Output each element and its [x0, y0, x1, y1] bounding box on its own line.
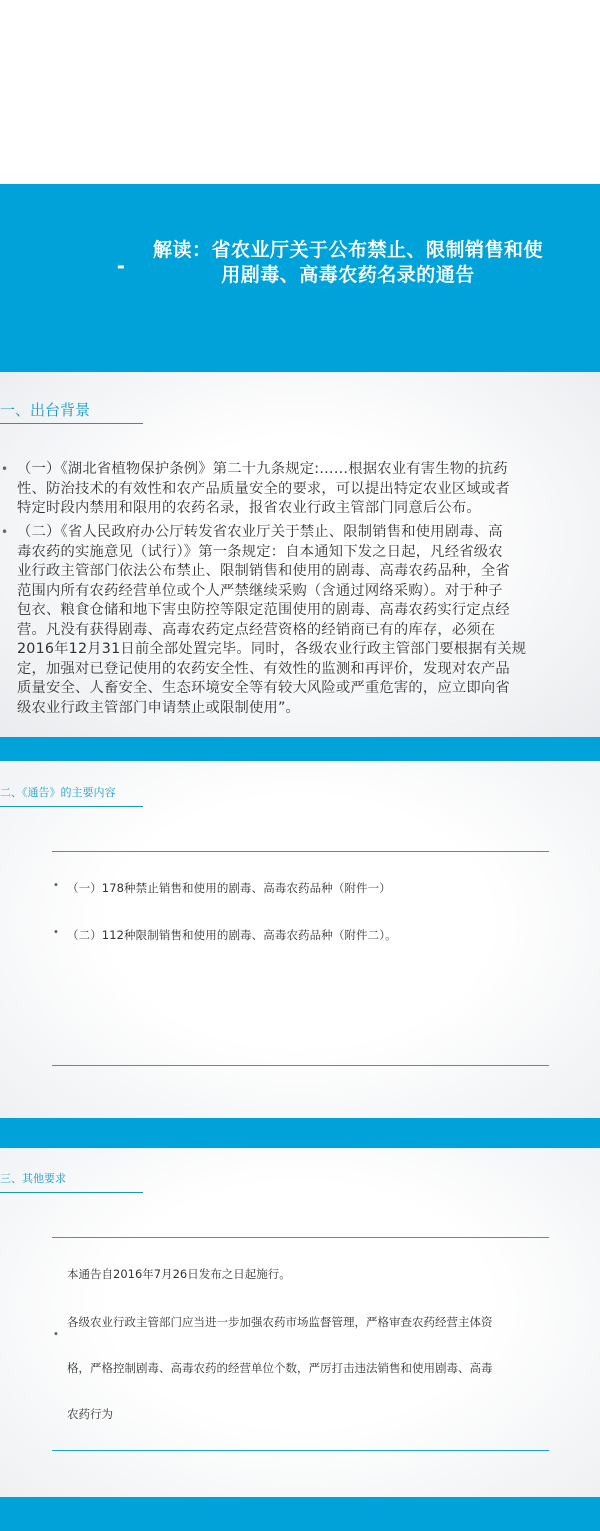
small-marker-icon: ▬ [117, 262, 125, 271]
slide-title: 解读：省农业厅关于公布禁止、限制销售和使 用剧毒、高毒农药名录的通告 [152, 239, 543, 286]
divider-line [52, 1065, 549, 1066]
heading-underline [0, 423, 143, 424]
divider-bar [0, 737, 600, 761]
list-item: • （一）《湖北省植物保护条例》第二十九条规定:……根据农业有害生物的抗药 性、防治技术的有效性和农产品质量安全的要求，可以提出特定农业区域或者 特定时段内禁用和限用的农药名录，报省农业行政主管部门同意后公布。 [0, 460, 600, 519]
section-other-requirements [0, 1148, 600, 1497]
divider-bar [0, 1497, 600, 1531]
divider-line [52, 1450, 549, 1451]
list-item: • （一）178种禁止销售和使用的剧毒、高毒农药品种（附件一） [53, 880, 391, 896]
list-item: • （二）《省人民政府办公厅转发省农业厅关于禁止、限制销售和使用剧毒、高 毒农药的实施意见（试行）》第一条规定：自本通知下发之日起，凡经省级农 业行政主管部门依法公布禁止、限制销售和使用的剧毒、高毒农药品种，全省 范围内所有农药经营单位或个人严禁继续采购（含通过网络采购）。对于种子 包衣、粮食仓储和地下害虫防控等限定范围使用的剧毒、高毒农药实行定点经 营。凡没有获得剧毒、高毒农药定点经营资格的经销商已有的库存，必须在 2016年12月31日前全部处置完毕。同时，各级农业行政主管部门要根据有关规 定，加强对已登记使用的农药安全性、有效性的监测和再评价，发现对农产品 质量安全、人畜安全、生态环境安全等有较大风险或严重危害的，应立即向省 级农业行政主管部门申请禁止或限制使用”。 [0, 523, 600, 718]
heading-underline [0, 1192, 143, 1193]
section-heading: 二、《通告》的主要内容 [0, 786, 116, 799]
list-item [53, 1311, 567, 1425]
divider-bar [0, 1118, 600, 1148]
list-item-line: 农药行为 [67, 1407, 113, 1421]
section-heading: 一、出台背景 [0, 401, 91, 419]
divider-line [52, 851, 549, 852]
section-main-content [0, 761, 600, 1118]
list-item: • （二）112种限制销售和使用的剧毒、高毒农药品种（附件二）。 [53, 927, 397, 943]
effective-date-text: 本通告自2016年7月26日发布之日起施行。 [67, 1267, 291, 1281]
section-background [0, 372, 600, 737]
list-item-line: 格，严格控制剧毒、高毒农药的经营单位个数，严厉打击违法销售和使用剧毒、高毒 [67, 1361, 493, 1375]
list-item-line: • 各级农业行政主管部门应当进一步加强农药市场监督管理，严格审查农药经营主体资 [67, 1315, 493, 1329]
divider-line [52, 1237, 549, 1238]
section-heading: 三、其他要求 [0, 1172, 66, 1185]
title-slide [0, 0, 600, 372]
heading-underline [0, 806, 143, 807]
